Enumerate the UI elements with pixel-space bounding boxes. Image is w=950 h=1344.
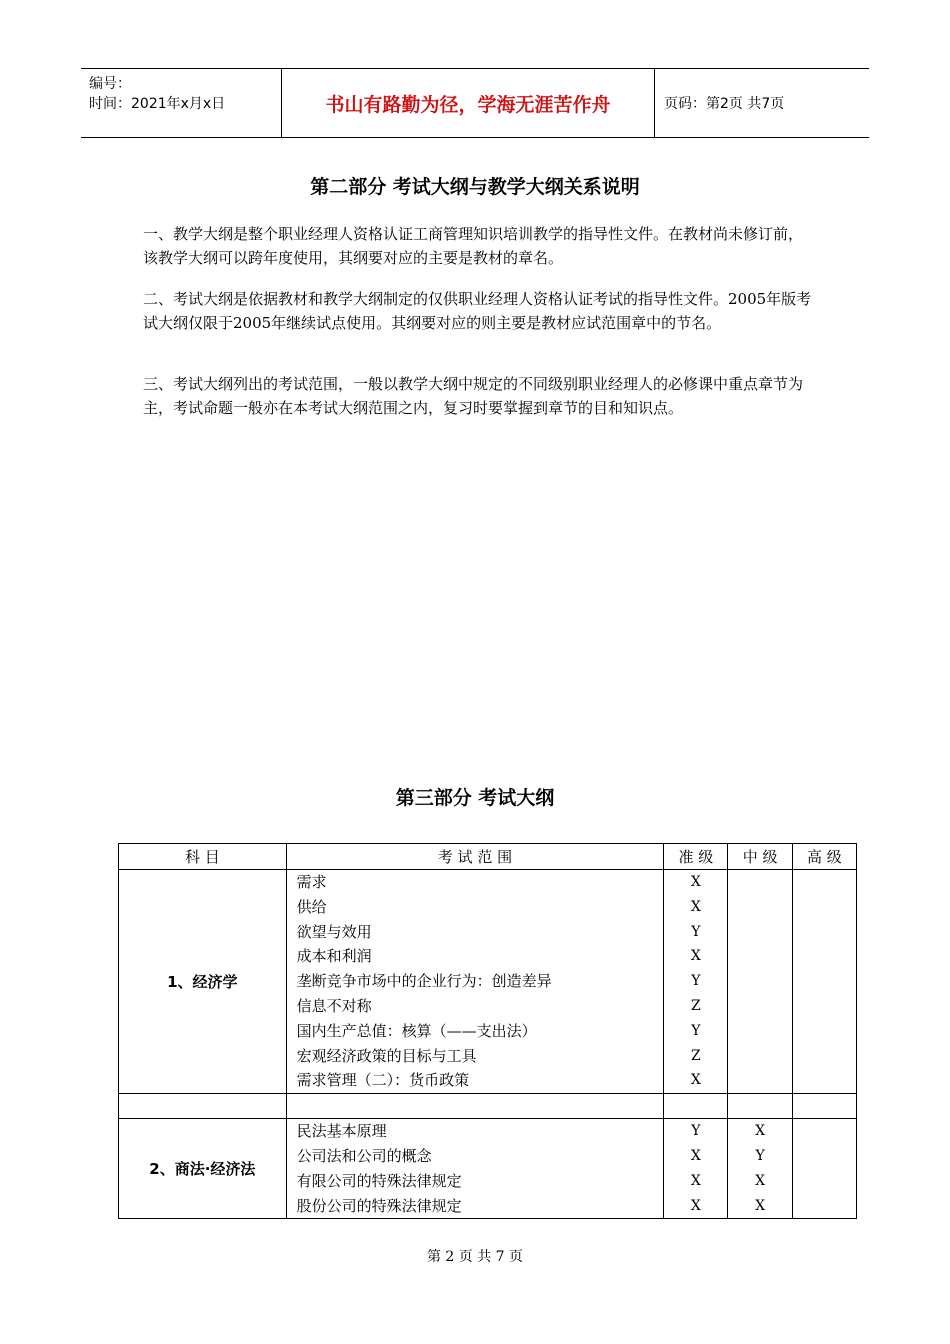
number-label: 编号： — [89, 76, 131, 92]
empty-cell — [792, 1094, 856, 1119]
junior-level-cell — [664, 870, 728, 1094]
middle-mark — [728, 1019, 791, 1044]
senior-level-cell — [792, 1119, 856, 1219]
junior-mark: Y — [691, 973, 701, 990]
junior-mark: X — [690, 1197, 701, 1214]
junior-mark: Z — [690, 1047, 701, 1064]
header-motto: 书山有路勤为径，学海无涯苦作舟 — [325, 93, 611, 116]
table-row — [119, 870, 857, 1094]
topic-item: 公司法和公司的概念 — [296, 1146, 432, 1165]
table-body — [119, 870, 857, 1219]
senior-mark — [793, 1169, 856, 1194]
topic-item: 欲望与效用 — [296, 922, 372, 941]
empty-cell — [664, 1094, 728, 1119]
middle-mark — [728, 994, 791, 1019]
time-label: 时间：2021年x月x日 — [89, 96, 226, 112]
scope-cell — [286, 870, 664, 1094]
junior-mark: Y — [691, 1123, 701, 1140]
middle-mark — [728, 870, 791, 895]
scope-cell — [286, 1119, 664, 1219]
senior-level-cell — [792, 870, 856, 1094]
junior-mark: X — [690, 1072, 701, 1089]
topic-item: 需求 — [296, 873, 327, 891]
paragraph: 二、考试大纲是依据教材和教学大纲制定的仅供职业经理人资格认证考试的指导性文件。2005年版考试大纲仅限于2005年继续试点使用。其纲要对应的则主要是教材应试范围章中的节名。 — [143, 290, 812, 332]
senior-mark — [793, 1044, 856, 1069]
header-scope: 考 试 范 围 — [286, 844, 664, 870]
part2-title: 第二部分 考试大纲与教学大纲关系说明 — [310, 176, 640, 198]
empty-cell — [728, 1094, 792, 1119]
middle-mark — [728, 920, 791, 945]
junior-mark: X — [690, 898, 701, 915]
table-header-row — [119, 844, 857, 870]
senior-mark — [793, 920, 856, 945]
topic-item: 有限公司的特殊法律规定 — [296, 1171, 462, 1190]
senior-mark — [793, 895, 856, 920]
header-junior: 准 级 — [664, 844, 728, 870]
middle-level-cell — [728, 1119, 792, 1219]
middle-mark — [728, 1068, 791, 1093]
senior-mark — [793, 1019, 856, 1044]
senior-mark — [793, 969, 856, 994]
topic-item: 需求管理（二）：货币政策 — [296, 1071, 470, 1090]
part3-title: 第三部分 考试大纲 — [395, 787, 555, 809]
junior-mark: Z — [690, 997, 701, 1014]
paragraph: 三、考试大纲列出的考试范围，一般以教学大纲中规定的不同级别职业经理人的必修课中重点章节为主，考试命题一般亦在本考试大纲范围之内，复习时要掌握到章节的目和知识点。 — [143, 375, 804, 417]
middle-mark: X — [755, 1197, 766, 1214]
senior-mark — [793, 944, 856, 969]
junior-mark: X — [690, 948, 701, 965]
middle-mark — [728, 969, 791, 994]
page-info: 页码：第2页 共7页 — [664, 96, 785, 112]
topic-item: 宏观经济政策的目标与工具 — [296, 1046, 477, 1065]
senior-mark — [793, 994, 856, 1019]
header-meta — [81, 69, 281, 137]
senior-mark — [793, 1194, 856, 1219]
header-subject: 科 目 — [119, 844, 287, 870]
middle-mark — [728, 1044, 791, 1069]
junior-mark: X — [690, 874, 701, 890]
senior-mark — [793, 1144, 856, 1169]
topic-item: 股份公司的特殊法律规定 — [296, 1196, 462, 1215]
empty-cell — [286, 1094, 664, 1119]
senior-mark — [793, 1068, 856, 1093]
senior-mark — [793, 870, 856, 895]
junior-mark: Y — [691, 923, 701, 940]
page-footer: 第 2 页 共 7 页 — [426, 1249, 524, 1265]
header-divider — [654, 69, 655, 137]
middle-mark — [728, 944, 791, 969]
paragraph: 一、教学大纲是整个职业经理人资格认证工商管理知识培训教学的指导性文件。在教材尚未修订前，该教学大纲可以跨年度使用，其纲要对应的主要是教材的章名。 — [143, 225, 804, 267]
junior-mark: X — [690, 1172, 701, 1189]
junior-mark: Y — [691, 1022, 701, 1039]
middle-mark: X — [755, 1172, 766, 1189]
subject-cell: 1、经济学 — [119, 870, 287, 1094]
topic-item: 供给 — [296, 897, 327, 916]
topic-item: 民法基本原理 — [296, 1122, 387, 1141]
header-senior: 高 级 — [792, 844, 856, 870]
middle-mark: Y — [755, 1147, 765, 1164]
junior-level-cell — [664, 1119, 728, 1219]
exam-outline-table — [118, 843, 857, 1219]
middle-mark: X — [755, 1123, 766, 1140]
middle-mark — [728, 895, 791, 920]
topic-item: 信息不对称 — [296, 996, 372, 1015]
empty-cell — [119, 1094, 287, 1119]
table-row — [119, 1119, 857, 1219]
topic-item: 成本和利润 — [296, 947, 372, 966]
topic-item: 垄断竞争市场中的企业行为：创造差异 — [296, 972, 552, 991]
junior-mark: X — [690, 1147, 701, 1164]
topic-item: 国内生产总值：核算（——支出法） — [296, 1021, 537, 1040]
header-middle: 中 级 — [728, 844, 792, 870]
senior-mark — [793, 1119, 856, 1144]
subject-cell: 2、商法·经济法 — [119, 1119, 287, 1219]
page-header — [81, 68, 869, 138]
middle-level-cell — [728, 870, 792, 1094]
spacer-row — [119, 1094, 857, 1119]
